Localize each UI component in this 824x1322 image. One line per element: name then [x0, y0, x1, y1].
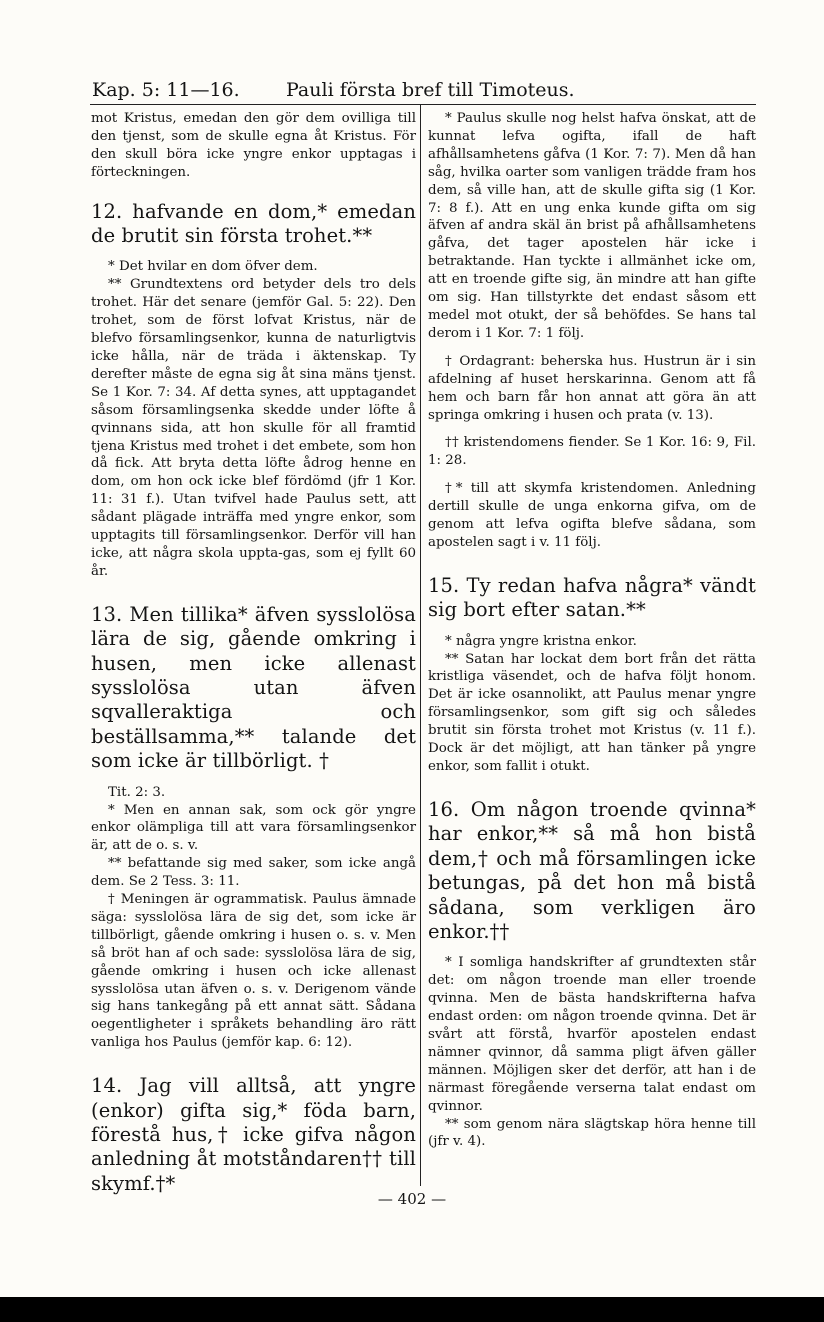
- footnote-15-star: * några yngre kristna enkor.: [445, 633, 637, 649]
- intro-text: mot Kristus, emedan den gör dem ovilliga till den tjenst, som de skulle egna åt Kristus. För den skull böra icke yngre enkor upptagas i förteckningen.: [91, 111, 416, 180]
- column-divider: [420, 104, 421, 1186]
- verse-14: 14. Jag vill alltså, att yngre (enkor) gifta sig,* föda barn, förestå hus,† icke gifva någon anledning åt motståndaren†† till skymf.†*: [91, 1074, 416, 1195]
- footnote-12-double-star: ** Grundtextens ord betyder dels tro dels trohet. Här det senare (jemför Gal. 5: 22). Den trohet, som de först lofvat Kristus, när de blefvo församlingsenkor, kunna de naturligtvis icke hålla, när de träda i äktenskap. Ty derefter måste de egna sig åt sina mäns tjenst. Se 1 Kor. 7: 34. Af detta synes, att upptagandet såsom församlingsenka skedde under löfte å qvinnans sida, att hon skulle för all framtid tjena Kristus med trohet i det embete, som hon då fick. Att bryta detta löfte ådrog henne en dom, om hon ock icke blef fördömd (jfr 1 Kor. 11: 31 f.). Utan tvifvel hade Paulus sett, att sådant plägade inträffa med yngre enkor, som upptagits till församlingsenkor. Derför vill han icke, att några skola uppta-gas, som ej fyllt 60 år.: [91, 277, 416, 579]
- scan-border: [0, 1297, 824, 1322]
- running-header: [92, 79, 756, 107]
- verse-12: 12. hafvande en dom,* emedan de brutit sin första trohet.**: [91, 199, 416, 248]
- verse-15: 15. Ty redan hafva några* vändt sig bort efter satan.**: [428, 573, 756, 622]
- chapter-reference: Kap. 5: 11—16.: [92, 79, 240, 101]
- footnote-13-dagger: † Meningen är ogrammatisk. Paulus ämnade säga: sysslolösa lära de sig det, som icke är tillbörligt, gående omkring i husen o. s. v. Men så bröt han af och sade: sysslolösa lära de sig, gående omkring i husen och icke allenast sysslolösa utan äfven o. s. v. Derigenom vände sig hans tankegång på ett annat sätt. Sådana oegentligheter i språkets behandling äro rätt vanliga hos Paulus (jemför kap. 6: 12).: [91, 892, 416, 1051]
- page-number: — 402 —: [377, 1190, 447, 1208]
- footnote-13-ref: Tit. 2: 3.: [108, 784, 166, 800]
- header-rule: [90, 104, 756, 105]
- footnote-16-star: * I somliga handskrifter af grundtexten står det: om någon troende man eller troende qvinna. Men de bästa handskrifterna hafva endast orden: om någon troende qvinna. Det är svårt att förstå, hvarför apostelen endast nämner qvinnor, då samma pligt äfven gäller männen. Möjligen sker det derför, att han i de närmast föregående verserna talat endast om qvinnor.: [428, 955, 756, 1114]
- footnote-14-double-dagger: †† kristendomens fiender. Se 1 Kor. 16: 9, Fil. 1: 28.: [428, 435, 756, 469]
- verse-16: 16. Om någon troende qvinna* har enkor,** så må hon bistå dem,† och må församlingen icke betungas, på det hon må bistå sådana, som verkligen äro enkor.††: [428, 797, 756, 943]
- footnote-12-star: * Det hvilar en dom öfver dem.: [108, 259, 318, 275]
- verse-13: 13. Men tillika* äfven sysslolösa lära de sig, gående omkring i husen, men icke allenast sysslolösa utan äfven sqvalleraktiga och beställsamma,** talande det som icke är tillbörligt. †: [91, 602, 416, 773]
- left-column: [91, 110, 416, 1196]
- footnote-13-double-star: ** befattande sig med saker, som icke angå dem. Se 2 Tess. 3: 11.: [91, 856, 416, 890]
- footnote-15-double-star: ** Satan har lockat dem bort från det rätta kristliga väsendet, och de hafva följt honom. Det är icke osannolikt, att Paulus menar yngre församlingsenkor, som gift sig och således brutit sin första trohet mot Kristus (v. 11 f.). Dock är det möjligt, att han tänker på yngre enkor, som fallit i otukt.: [428, 651, 756, 774]
- footnote-13-star: * Men en annan sak, som ock gör yngre enkor olämpliga till att vara församlingsenkor är, att de o. s. v.: [91, 802, 416, 854]
- footnote-14-star: * Paulus skulle nog helst hafva önskat, att de kunnat lefva ogifta, ifall de haft afhållsamhetens gåfva (1 Kor. 7: 7). Men då han såg, hvilka oarter som vanligen trädde fram hos dem, så ville han, att de skulle gifta sig (1 Kor. 7: 8 f.). Att en ung enka kunde gifta om sig äfven af andra skäl än brist på afhållsamhetens gåfva, det tager apostelen här icke i betraktande. Han tyckte i allmänhet icke om, att en troende gifte sig, än mindre att han gifte om sig. Han tillstyrkte det endast såsom ett medel mot otukt, der så behöfdes. Se hans tal derom i 1 Kor. 7: 1 följ.: [428, 111, 756, 341]
- right-column: [428, 110, 756, 1151]
- footnote-16-double-star: ** som genom nära slägtskap höra henne till (jfr v. 4).: [428, 1116, 756, 1150]
- footnote-14-dagger-star: †* till att skymfa kristendomen. Anledning dertill skulle de unga enkorna gifva, om de genom att lefva ogifta blefve sådana, som apostelen sagt i v. 11 följ.: [428, 481, 756, 550]
- book-title: Pauli första bref till Timoteus.: [286, 79, 575, 101]
- footnote-14-dagger: † Ordagrant: beherska hus. Hustrun är i sin afdelning af huset herskarinna. Genom att få hem och barn får hon annat att göra än att springa omkring i husen och prata (v. 13).: [428, 353, 756, 423]
